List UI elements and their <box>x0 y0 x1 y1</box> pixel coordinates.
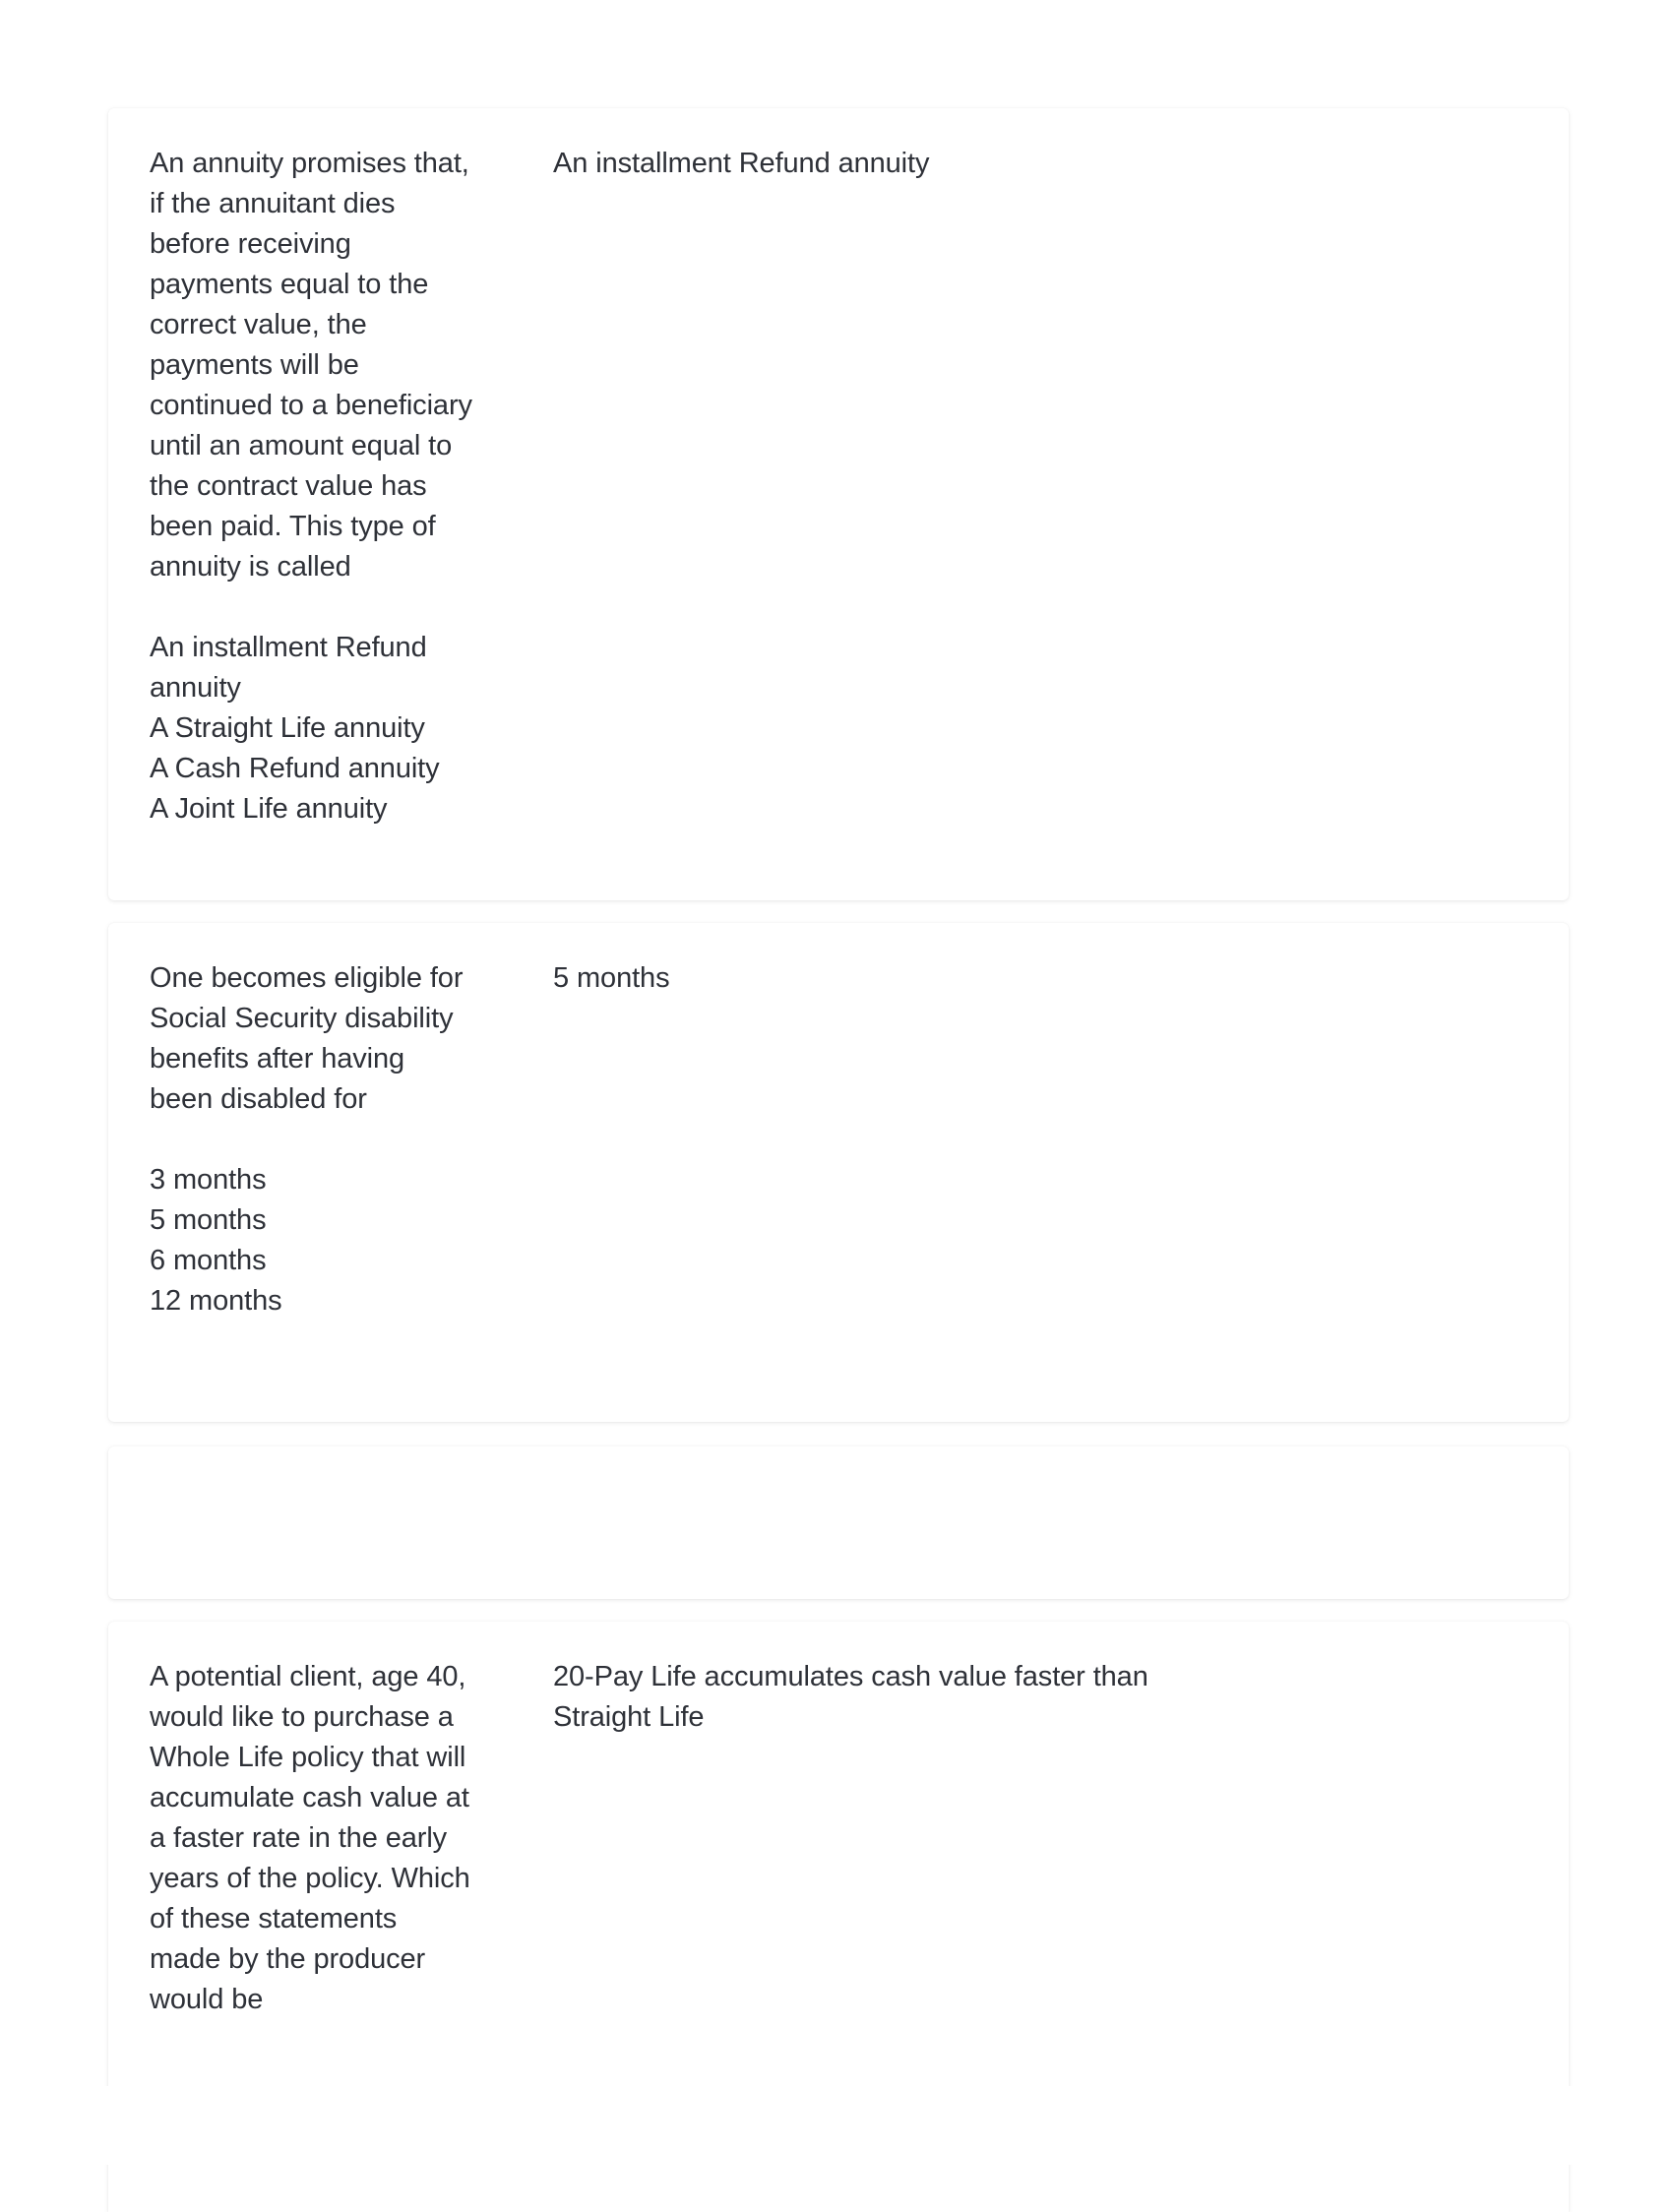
spacer <box>150 1120 474 1160</box>
empty-flashcard <box>108 1446 1569 1599</box>
card-question-block <box>150 958 474 1321</box>
answer-text: 20-Pay Life accumulates cash value faster than Straight Life <box>553 1661 1148 1733</box>
option-text: 12 months <box>150 1285 282 1317</box>
option-text: A Cash Refund annuity <box>150 753 440 784</box>
flashcard <box>108 108 1569 900</box>
page-bottom-margin <box>0 2086 1673 2165</box>
option-text: 5 months <box>150 1204 267 1236</box>
answer-text: An installment Refund annuity <box>553 148 930 179</box>
question-text: An annuity promises that, if the annuitant dies before receiving payments equal to the correct value, the payments will be continued to a beneficiary until an amount equal to the contract value has been paid. This type of annuity is called <box>150 148 472 583</box>
card-question-block <box>150 144 474 830</box>
option-text: 3 months <box>150 1164 267 1196</box>
question-text: One becomes eligible for Social Security disability benefits after having been disabled for <box>150 962 464 1115</box>
flashcard <box>108 923 1569 1422</box>
option-text: A Joint Life annuity <box>150 793 388 825</box>
question-text: A potential client, age 40, would like to purchase a Whole Life policy that will accumulate cash value at a faster rate in the early years of the policy. Which of these statements made by the producer would be <box>150 1661 470 2015</box>
answer-text: 5 months <box>553 962 670 994</box>
spacer <box>150 587 474 628</box>
option-text: 6 months <box>150 1245 267 1276</box>
option-text: A Straight Life annuity <box>150 712 425 744</box>
option-text: An installment Refund annuity <box>150 632 427 704</box>
card-question-block <box>150 1657 474 2020</box>
